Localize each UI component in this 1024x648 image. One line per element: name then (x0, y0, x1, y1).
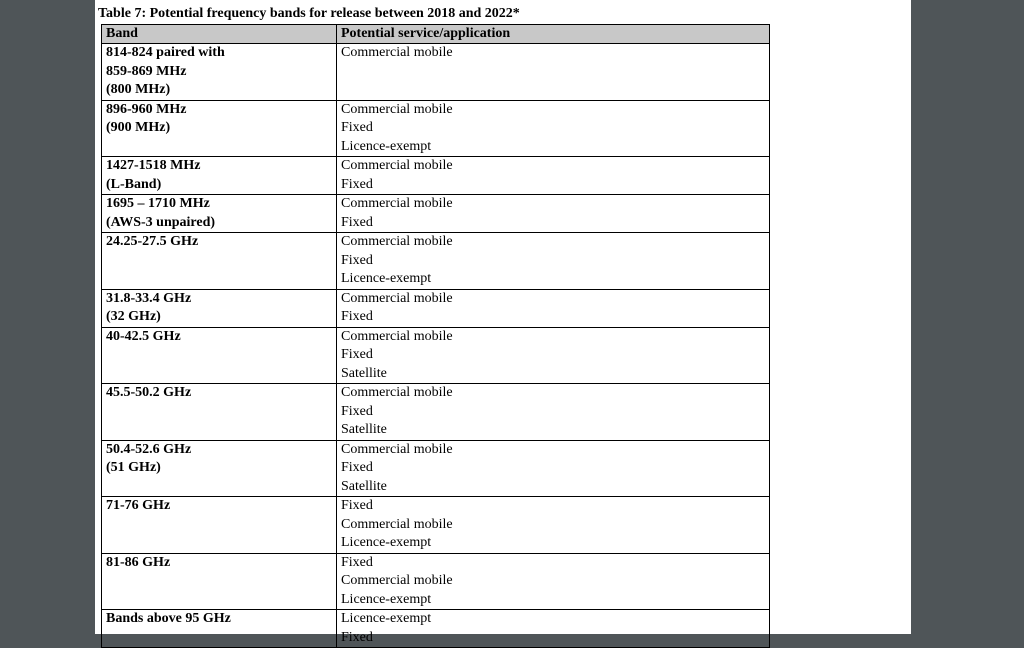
band-line: (900 MHz) (106, 120, 171, 135)
table-caption: Table 7: Potential frequency bands for release between 2018 and 2022* (98, 6, 520, 21)
band-line: 1427-1518 MHz (106, 158, 201, 173)
header-band: Band (102, 25, 337, 44)
band-line: 31.8-33.4 GHz (106, 290, 192, 306)
service-line: Commercial mobile (341, 516, 453, 532)
band-line: 50.4-52.6 GHz (106, 441, 192, 457)
band-line: 896-960 MHz (106, 101, 187, 117)
band-line: 814-824 paired with (106, 45, 225, 60)
service-line: Fixed (341, 460, 373, 475)
band-line: 40-42.5 GHz (106, 328, 181, 344)
band-line: (800 MHz) (106, 82, 171, 97)
band-line: 71-76 GHz (106, 498, 171, 513)
band-cell (102, 195, 337, 233)
table-header-row (102, 25, 770, 44)
band-line: (32 GHz) (106, 309, 161, 324)
service-cell (337, 157, 770, 195)
service-line: Fixed (341, 498, 373, 513)
band-cell (102, 157, 337, 195)
service-line: Commercial mobile (341, 290, 453, 306)
service-line: Fixed (341, 403, 373, 419)
table-row (102, 289, 770, 327)
service-line: Commercial mobile (341, 45, 453, 60)
table-row (102, 553, 770, 610)
band-cell (102, 289, 337, 327)
table-row (102, 100, 770, 157)
service-line: Fixed (341, 252, 373, 268)
table-body (102, 44, 770, 648)
service-line: Commercial mobile (341, 385, 453, 400)
service-line: Commercial mobile (341, 158, 453, 173)
band-cell (102, 610, 337, 648)
band-line: (AWS-3 unpaired) (106, 214, 216, 230)
band-line: Bands above 95 GHz (106, 611, 231, 626)
band-cell (102, 553, 337, 610)
service-cell (337, 440, 770, 497)
service-cell (337, 610, 770, 648)
table-row (102, 44, 770, 101)
table-row (102, 610, 770, 648)
service-line: Fixed (341, 309, 373, 324)
service-line: Fixed (341, 629, 373, 645)
table-row (102, 327, 770, 384)
band-cell (102, 44, 337, 101)
band-line: 24.25-27.5 GHz (106, 234, 199, 249)
service-line: Commercial mobile (341, 573, 453, 588)
service-line: Licence-exempt (341, 138, 432, 154)
band-cell (102, 497, 337, 554)
service-cell (337, 100, 770, 157)
service-line: Fixed (341, 176, 373, 192)
service-line: Licence-exempt (341, 535, 432, 550)
service-cell (337, 384, 770, 441)
band-line: (51 GHz) (106, 460, 161, 475)
service-line: Licence-exempt (341, 591, 432, 607)
service-line: Fixed (341, 214, 373, 230)
service-line: Commercial mobile (341, 328, 453, 344)
service-line: Fixed (341, 120, 373, 135)
band-line: 1695 – 1710 MHz (106, 196, 210, 211)
band-line: 45.5-50.2 GHz (106, 385, 192, 400)
service-cell (337, 553, 770, 610)
service-cell (337, 289, 770, 327)
service-line: Commercial mobile (341, 196, 453, 211)
service-line: Licence-exempt (341, 611, 432, 626)
band-line: 81-86 GHz (106, 554, 171, 570)
service-line: Commercial mobile (341, 101, 453, 117)
band-cell (102, 440, 337, 497)
service-line: Fixed (341, 554, 373, 570)
service-cell (337, 497, 770, 554)
band-cell (102, 384, 337, 441)
service-line: Commercial mobile (341, 441, 453, 457)
table-row (102, 384, 770, 441)
band-cell (102, 233, 337, 290)
service-line: Satellite (341, 365, 387, 381)
band-cell (102, 100, 337, 157)
service-line: Satellite (341, 422, 387, 437)
table-row (102, 157, 770, 195)
service-cell (337, 195, 770, 233)
header-service: Potential service/application (337, 25, 770, 44)
service-cell (337, 44, 770, 101)
service-line: Commercial mobile (341, 234, 453, 249)
band-line: 859-869 MHz (106, 63, 187, 79)
band-cell (102, 327, 337, 384)
table-row (102, 440, 770, 497)
table-row (102, 233, 770, 290)
band-line: (L-Band) (106, 176, 162, 192)
table-row (102, 195, 770, 233)
service-cell (337, 327, 770, 384)
service-line: Fixed (341, 347, 373, 362)
table-row (102, 497, 770, 554)
frequency-bands-table (101, 24, 770, 648)
service-line: Satellite (341, 478, 387, 494)
service-line: Licence-exempt (341, 271, 432, 286)
service-cell (337, 233, 770, 290)
